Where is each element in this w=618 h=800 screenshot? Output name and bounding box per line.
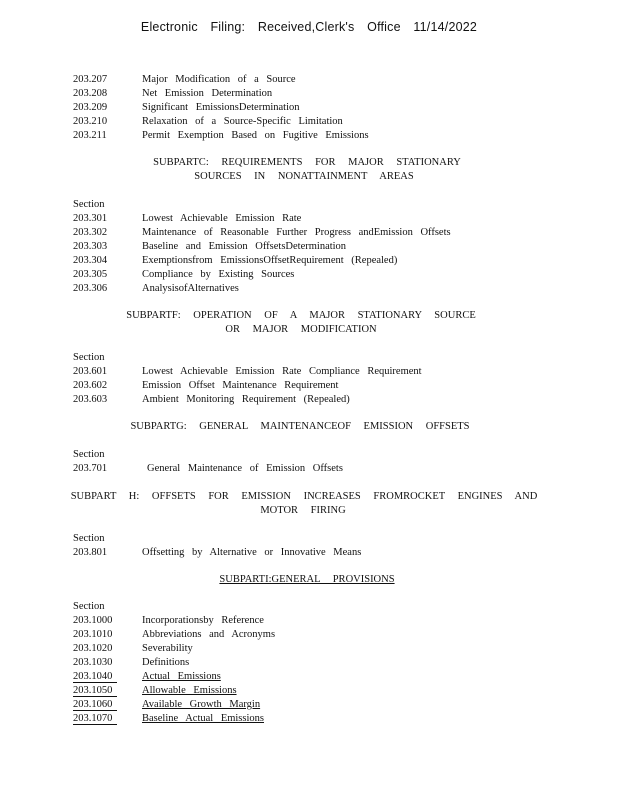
section-number: 203.1020 (73, 643, 113, 654)
section-title: Lowest Achievable Emission Rate Compliance Requirement (142, 366, 422, 377)
section-number: 203.210 (73, 116, 108, 127)
section-number: 203.1070 (73, 713, 113, 724)
subpart-i-heading (0, 573, 616, 587)
section-title: Baseline and Emission OffsetsDetermination (142, 241, 347, 252)
filing-header: Electronic Filing: Received,Clerk's Office 11/14/2022 (140, 20, 478, 34)
subpart-c-heading-cont: SOURCES IN NONATTAINMENT AREAS (194, 171, 414, 182)
section-number: 203.302 (73, 227, 108, 238)
subpart-f-heading: SUBPARTF: OPERATION OF A MAJOR STATIONARY SOURCE (126, 310, 476, 321)
section-title: Net Emission Determination (142, 88, 273, 99)
section-label: Section (73, 352, 105, 363)
section-number: 203.306 (73, 283, 108, 294)
section-number: 203.303 (73, 241, 108, 252)
section-label: Section (73, 533, 105, 544)
section-title: Definitions (142, 657, 190, 668)
section-number: 203.603 (73, 394, 108, 405)
section-number: 203.602 (73, 380, 108, 391)
section-title: General Maintenance of Emission Offsets (147, 463, 343, 474)
section-number: 203.304 (73, 255, 108, 266)
section-title: Baseline Actual Emissions (142, 713, 264, 724)
section-number: 203.1010 (73, 629, 113, 640)
section-number: 203.701 (73, 463, 108, 474)
section-title: Major Modification of a Source (142, 74, 296, 85)
section-number: 203.301 (73, 213, 108, 224)
section-title: Significant EmissionsDetermination (142, 102, 300, 113)
section-title: Compliance by Existing Sources (142, 269, 295, 280)
section-number: 203.208 (73, 88, 108, 99)
section-title: Ambient Monitoring Requirement (Repealed) (142, 394, 350, 405)
subpart-i-heading-text: SUBPARTI:GENERAL PROVISIONS (219, 574, 395, 585)
section-title: Available Growth Margin (142, 699, 261, 710)
section-number: 203.1040 (73, 671, 113, 682)
section-label: Section (73, 199, 105, 210)
section-title: Emission Offset Maintenance Requirement (142, 380, 339, 391)
section-title: Offsetting by Alternative or Innovative Means (142, 547, 362, 558)
subpart-f-heading-cont: OR MAJOR MODIFICATION (225, 324, 377, 335)
section-title: Permit Exemption Based on Fugitive Emissions (142, 130, 369, 141)
subpart-g-heading: SUBPARTG: GENERAL MAINTENANCEOF EMISSION OFFSETS (130, 421, 470, 432)
section-number: 203.209 (73, 102, 108, 113)
section-title: Exemptionsfrom EmissionsOffsetRequirement (Repealed) (142, 255, 398, 266)
section-number: 203.1050 (73, 685, 113, 696)
section-number: 203.1030 (73, 657, 113, 668)
section-label: Section (73, 449, 105, 460)
section-title: Lowest Achievable Emission Rate (142, 213, 302, 224)
section-title: AnalysisofAlternatives (142, 283, 239, 294)
subpart-h-heading: SUBPART H: OFFSETS FOR EMISSION INCREASES FROMROCKET ENGINES AND (70, 491, 538, 502)
section-number: 203.207 (73, 74, 108, 85)
section-number: 203.601 (73, 366, 108, 377)
section-number: 203.1000 (73, 615, 113, 626)
section-number: 203.305 (73, 269, 108, 280)
section-number: 203.211 (73, 130, 107, 141)
section-title: Relaxation of a Source-Specific Limitation (142, 116, 343, 127)
section-title: Incorporationsby Reference (142, 615, 264, 626)
section-title: Actual Emissions (142, 671, 221, 682)
subpart-c-heading: SUBPARTC: REQUIREMENTS FOR MAJOR STATIONARY (153, 157, 461, 168)
section-number: 203.1060 (73, 699, 113, 710)
section-number: 203.801 (73, 547, 108, 558)
section-label: Section (73, 601, 105, 612)
section-title: Abbreviations and Acronyms (142, 629, 276, 640)
section-title: Severability (142, 643, 193, 654)
subpart-h-heading-cont: MOTOR FIRING (260, 505, 346, 516)
section-title: Allowable Emissions (142, 685, 237, 696)
section-title: Maintenance of Reasonable Further Progress andEmission Offsets (142, 227, 451, 238)
